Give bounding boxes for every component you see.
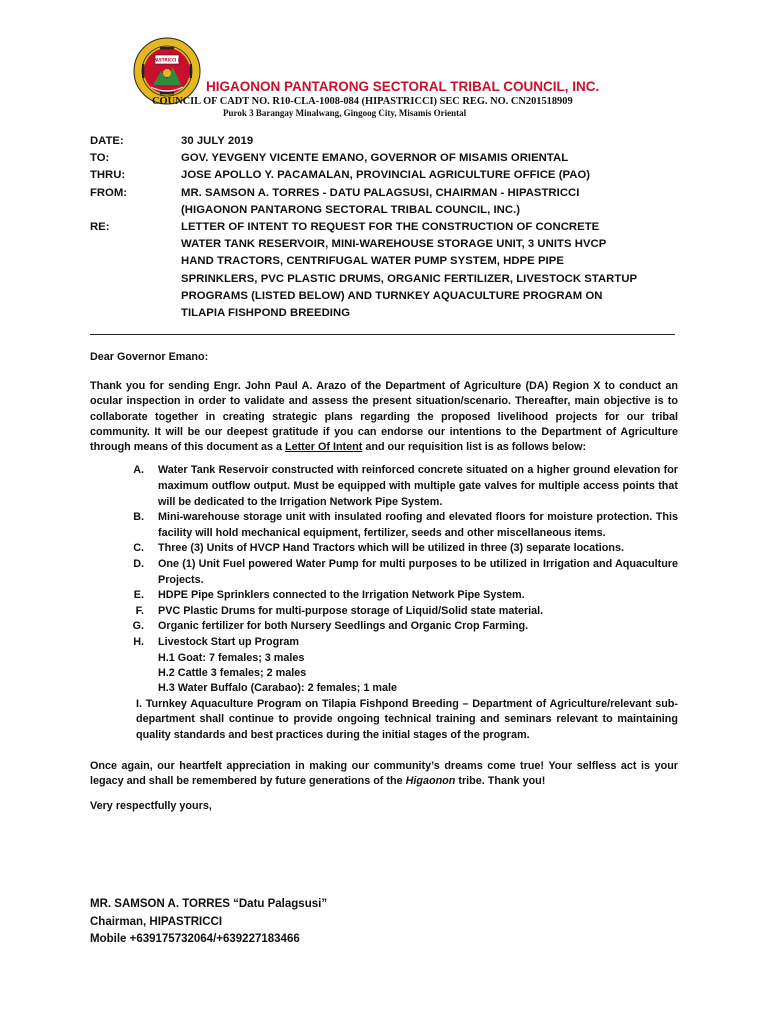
list-item-marker: D. [133, 558, 144, 571]
list-item-marker: A. [133, 464, 144, 477]
livestock-cattle: H.2 Cattle 3 females; 2 males [158, 667, 307, 680]
memo-re-key: RE: [90, 221, 110, 234]
livestock-water-buffalo: H.3 Water Buffalo (Carabao): 2 females; 1 male [158, 682, 397, 695]
intro-text-end: and our requisition list is as follows below: [362, 441, 587, 454]
memo-re-line: TILAPIA FISHPOND BREEDING [181, 307, 351, 320]
salutation: Dear Governor Emano: [90, 351, 209, 363]
memo-re-row [90, 219, 680, 322]
complimentary-close: Very respectfully yours, [90, 800, 212, 812]
memo-date-key: DATE: [90, 135, 124, 147]
memo-re-line: PROGRAMS (LISTED BELOW) AND TURNKEY AQUACULTURE PROGRAM ON [181, 289, 603, 302]
memo-from-value [181, 185, 680, 219]
memo-to-key: TO: [90, 152, 110, 165]
list-item-text: Livestock Start up Program [158, 636, 299, 649]
header-divider [90, 334, 675, 335]
requisition-list [90, 463, 678, 743]
memo-header [90, 133, 680, 322]
memo-from-key: FROM: [90, 186, 128, 199]
memo-thru-row [90, 167, 680, 184]
council-seal-logo [133, 37, 201, 105]
memo-re-line: WATER TANK RESERVOIR, MINI-WAREHOUSE STORAGE UNIT, 3 UNITS HVCP [181, 238, 607, 251]
list-item [90, 510, 678, 541]
memo-thru-value: JOSE APOLLO Y. PACAMALAN, PROVINCIAL AGRICULTURE OFFICE (PAO) [181, 169, 591, 182]
intro-paragraph [90, 379, 678, 455]
memo-re-line: SPRINKLERS, PVC PLASTIC DRUMS, ORGANIC FERTILIZER, LIVESTOCK STARTUP [181, 272, 638, 285]
list-item-text: PVC Plastic Drums for multi-purpose storage of Liquid/Solid state material. [158, 604, 544, 617]
list-item-marker: G. [132, 620, 144, 633]
list-item-text: Mini-warehouse storage unit with insulated roofing and elevated floors for moisture protection. This facility will hold mechanical equipment, fertilizer, seeds and other miscellaneous items. [158, 511, 678, 539]
signatory-name: MR. SAMSON A. TORRES “Datu Palagsusi” [90, 898, 328, 910]
list-item [90, 463, 678, 510]
higaonon-text: Higaonon [405, 774, 456, 787]
list-item-text: Organic fertilizer for both Nursery Seedlings and Organic Crop Farming. [158, 620, 529, 633]
list-item-text: Water Tank Reservoir constructed with reinforced concrete situated on a higher ground elevation for maximum outflow output. Must be equipped with multiple gate valves for multiple access points that will be dedicated to the Irrigation Network Pipe System. [158, 464, 678, 508]
closing-text-end: tribe. Thank you! [455, 774, 546, 787]
signatory-mobile: Mobile +639175732064/+639227183466 [90, 933, 300, 946]
memo-from-line: MR. SAMSON A. TORRES - DATU PALAGSUSI, CHAIRMAN - HIPASTRICCI [181, 186, 580, 199]
memo-from-line: (HIGAONON PANTARONG SECTORAL TRIBAL COUNCIL, INC.) [181, 203, 521, 216]
signature-block [90, 896, 327, 949]
intro-text: Thank you for sending Engr. John Paul A. Arazo of the Department of Agriculture (DA) Region X to conduct an ocular inspection in order to validate and assess the present situation/scenario. Thereafter, main objective is to collaborate together in creating strategic plans regarding the proposed livelihood projects for our tribal community. It will be our deepest gratitude if you can endorse our intentions to the Department of Agriculture through means of this document as a [90, 380, 678, 454]
list-item-aquaculture: I. Turnkey Aquaculture Program on Tilapia Fishpond Breeding – Department of Agriculture/relevant sub-department shall continue to provide ongoing technical training and seminars relevant to maintaining quality standards and best practices during the initial stages of the program. [136, 697, 678, 742]
memo-thru-key: THRU: [90, 169, 126, 182]
letter-of-intent-text: Letter Of Intent [284, 441, 363, 454]
list-item [90, 541, 678, 557]
list-item-marker: H. [133, 636, 144, 649]
list-item [90, 557, 678, 588]
closing-paragraph [90, 759, 678, 790]
memo-date-value: 30 JULY 2019 [181, 135, 254, 147]
list-item [90, 635, 678, 651]
list-item-text: One (1) Unit Fuel powered Water Pump for multi purposes to be utilized in Irrigation and Aquaculture Projects. [158, 558, 678, 586]
list-item-marker: C. [133, 542, 144, 555]
list-item [90, 588, 678, 604]
closing-text: Once again, our heartfelt appreciation in making our community’s dreams come true! Your selfless act is your legacy and shall be remembered by future generations of the [90, 759, 678, 787]
memo-re-value [181, 219, 680, 322]
list-item [90, 619, 678, 635]
organization-name: HIGAONON PANTARONG SECTORAL TRIBAL COUNCIL, INC. [206, 79, 600, 94]
list-item-marker: B. [133, 511, 144, 524]
list-item-text: Three (3) Units of HVCP Hand Tractors which will be utilized in three (3) separate locations. [158, 542, 624, 555]
seal-top-label: HIPASTRICCI INC [148, 57, 186, 63]
memo-to-value: GOV. YEVGENY VICENTE EMANO, GOVERNOR OF MISAMIS ORIENTAL [181, 152, 569, 165]
signatory-title: Chairman, HIPASTRICCI [90, 915, 223, 928]
list-item-text: HDPE Pipe Sprinklers connected to the Irrigation Network Pipe System. [158, 589, 525, 602]
list-item [90, 604, 678, 620]
address-line: Purok 3 Barangay Minalwang, Gingoog City, Misamis Oriental [223, 108, 467, 118]
memo-re-line: HAND TRACTORS, CENTRIFUGAL WATER PUMP SYSTEM, HDPE PIPE [181, 255, 564, 268]
letter-body [90, 351, 678, 823]
list-item-marker: F. [135, 604, 144, 617]
list-item-marker: E. [133, 589, 144, 602]
memo-date-row [90, 133, 680, 150]
memo-to-row [90, 150, 680, 167]
memo-re-line: LETTER OF INTENT TO REQUEST FOR THE CONSTRUCTION OF CONCRETE [181, 221, 600, 234]
memo-from-row [90, 185, 680, 219]
registration-line: COUNCIL OF CADT NO. R10-CLA-1008-084 (HIPASTRICCI) SEC REG. NO. CN201518909 [152, 96, 573, 107]
livestock-goat: H.1 Goat: 7 females; 3 males [158, 651, 305, 664]
